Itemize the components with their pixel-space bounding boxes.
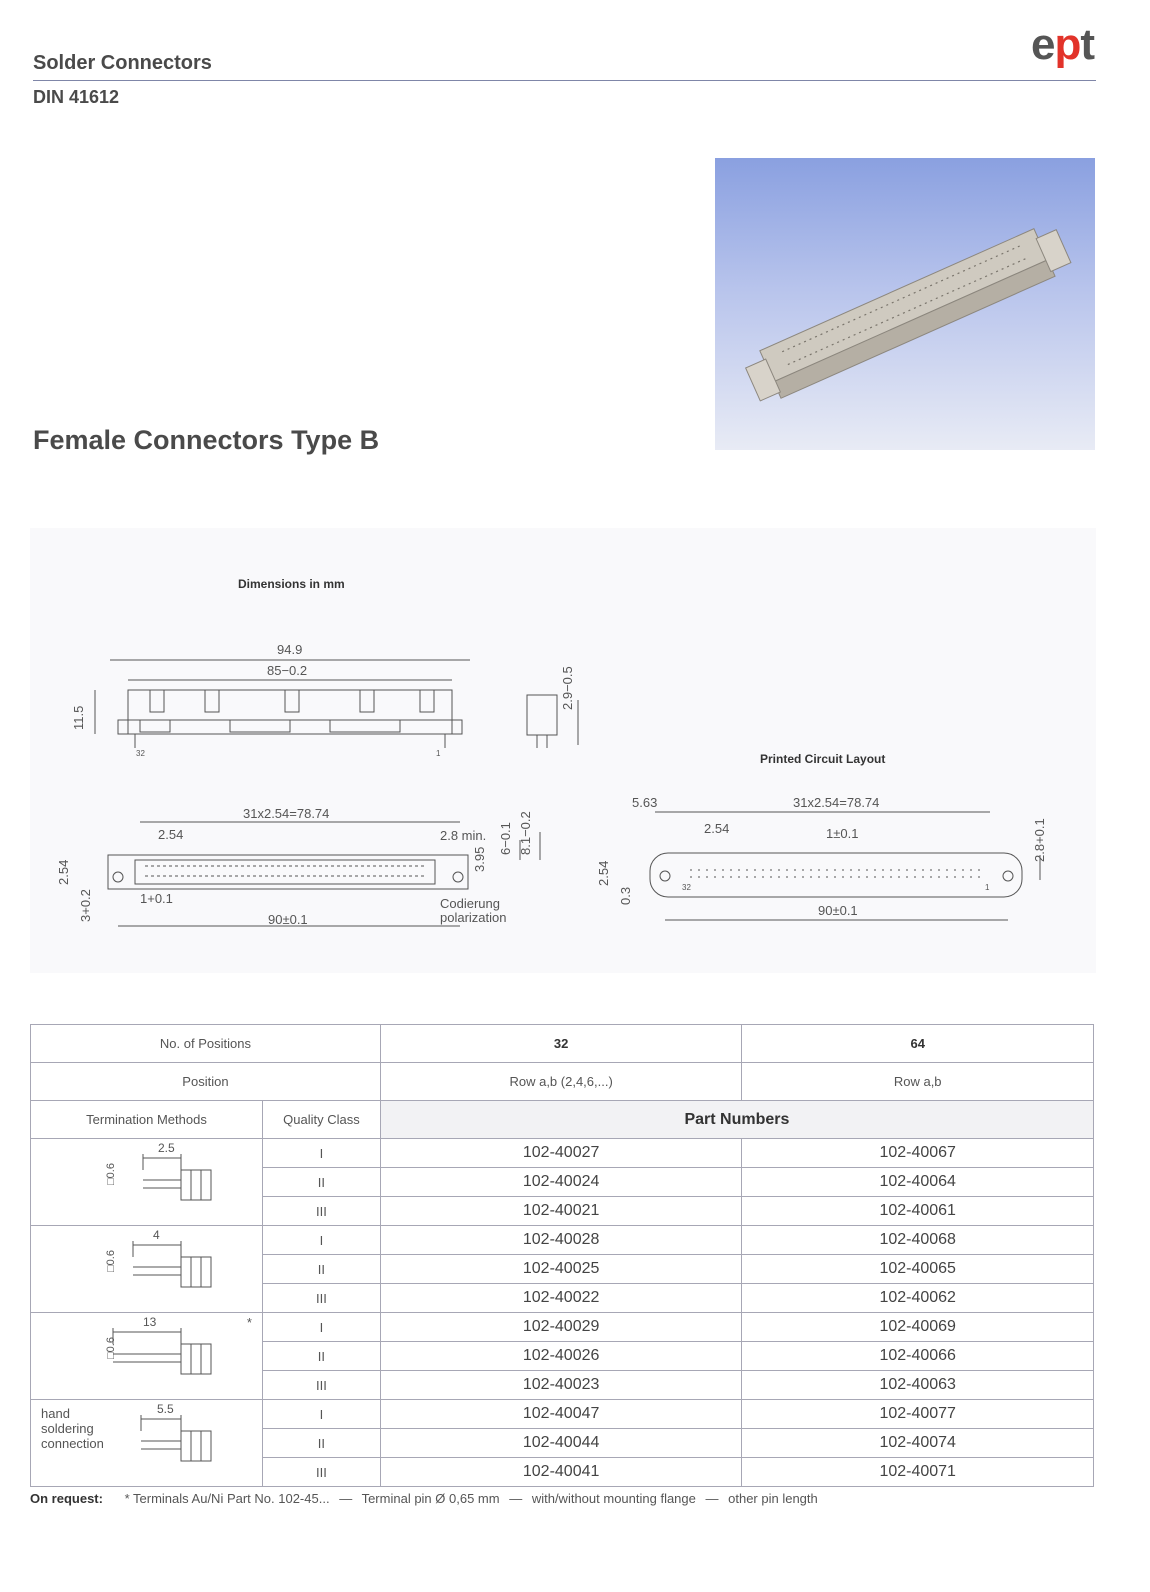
part-number-32: 102-40028 xyxy=(380,1226,742,1255)
quality-class: III xyxy=(262,1197,380,1226)
svg-text:5.63: 5.63 xyxy=(632,795,658,810)
quality-class: II xyxy=(262,1342,380,1371)
svg-text:85−0.2: 85−0.2 xyxy=(267,663,308,678)
termination-dimension: 13 xyxy=(143,1315,157,1329)
part-number-32: 102-40022 xyxy=(380,1284,742,1313)
part-number-64: 102-40062 xyxy=(742,1284,1094,1313)
pin-size: □0.6 xyxy=(105,1163,117,1185)
svg-text:2.8 min.: 2.8 min. xyxy=(440,828,487,843)
termination-drawing xyxy=(31,1400,263,1487)
part-number-64: 102-40065 xyxy=(742,1255,1094,1284)
svg-text:polarization: polarization xyxy=(440,910,507,925)
part-number-64: 102-40071 xyxy=(742,1458,1094,1487)
svg-text:1: 1 xyxy=(985,883,990,892)
svg-text:8.1−0.2: 8.1−0.2 xyxy=(518,811,533,855)
positions-64: 64 xyxy=(742,1025,1094,1063)
svg-text:1+0.1: 1+0.1 xyxy=(140,891,173,906)
svg-text:11.5: 11.5 xyxy=(71,705,86,730)
part-numbers-table xyxy=(30,1024,1094,1487)
part-number-32: 102-40023 xyxy=(380,1371,742,1400)
part-number-64: 102-40063 xyxy=(742,1371,1094,1400)
svg-text:2.54: 2.54 xyxy=(596,860,611,886)
ept-logo: ept xyxy=(1030,20,1094,69)
positions-label: No. of Positions xyxy=(31,1025,381,1063)
part-number-32: 102-40024 xyxy=(380,1168,742,1197)
table-row xyxy=(31,1139,1094,1168)
quality-class: I xyxy=(262,1313,380,1342)
table-row xyxy=(31,1313,1094,1342)
svg-text:1: 1 xyxy=(436,749,441,758)
part-number-32: 102-40026 xyxy=(380,1342,742,1371)
termination-dimension: 5.5 xyxy=(157,1402,174,1416)
table-row xyxy=(31,1226,1094,1255)
svg-text:3.95: 3.95 xyxy=(472,846,487,872)
svg-text:1±0.1: 1±0.1 xyxy=(826,826,859,841)
pin-size: □0.6 xyxy=(105,1250,117,1272)
position-32: Row a,b (2,4,6,...) xyxy=(380,1063,742,1101)
dimensions-label: Dimensions in mm xyxy=(238,577,345,591)
termination-dimension: 4 xyxy=(153,1228,160,1242)
svg-text:Codierung: Codierung xyxy=(440,896,500,911)
part-number-64: 102-40066 xyxy=(742,1342,1094,1371)
svg-text:32: 32 xyxy=(682,883,691,892)
part-number-32: 102-40044 xyxy=(380,1429,742,1458)
termination-drawing xyxy=(31,1139,263,1226)
position-label: Position xyxy=(31,1063,381,1101)
part-number-32: 102-40047 xyxy=(380,1400,742,1429)
svg-text:3+0.2: 3+0.2 xyxy=(78,889,93,922)
part-number-32: 102-40025 xyxy=(380,1255,742,1284)
svg-text:6−0.1: 6−0.1 xyxy=(498,822,513,855)
part-number-64: 102-40061 xyxy=(742,1197,1094,1226)
positions-32: 32 xyxy=(380,1025,742,1063)
part-number-64: 102-40064 xyxy=(742,1168,1094,1197)
part-number-64: 102-40068 xyxy=(742,1226,1094,1255)
svg-text:2.9−0.5: 2.9−0.5 xyxy=(560,666,575,710)
part-number-64: 102-40074 xyxy=(742,1429,1094,1458)
part-number-64: 102-40067 xyxy=(742,1139,1094,1168)
table-row xyxy=(31,1400,1094,1429)
quality-class: III xyxy=(262,1284,380,1313)
svg-text:2.54: 2.54 xyxy=(158,827,184,842)
termination-drawing xyxy=(31,1313,263,1400)
quality-class: II xyxy=(262,1429,380,1458)
svg-text:94.9: 94.9 xyxy=(277,642,303,657)
svg-text:90±0.1: 90±0.1 xyxy=(818,903,858,918)
part-number-64: 102-40077 xyxy=(742,1400,1094,1429)
quality-class: III xyxy=(262,1458,380,1487)
part-number-32: 102-40021 xyxy=(380,1197,742,1226)
page-subtitle: DIN 41612 xyxy=(33,87,120,107)
svg-text:32: 32 xyxy=(136,749,145,758)
quality-class: III xyxy=(262,1371,380,1400)
pcb-layout-label: Printed Circuit Layout xyxy=(760,752,886,766)
svg-text:0.3: 0.3 xyxy=(618,886,633,905)
svg-text:2.8+0.1: 2.8+0.1 xyxy=(1032,818,1047,862)
termination-drawing xyxy=(31,1226,263,1313)
svg-text:2.54: 2.54 xyxy=(704,821,730,836)
termination-label: Termination Methods xyxy=(31,1101,263,1139)
position-64: Row a,b xyxy=(742,1063,1094,1101)
part-number-32: 102-40041 xyxy=(380,1458,742,1487)
part-numbers-label: Part Numbers xyxy=(380,1101,1093,1139)
page-title: Solder Connectors xyxy=(33,52,212,74)
termination-note: hand soldering connection xyxy=(41,1406,104,1451)
section-title: Female Connectors Type B xyxy=(33,425,380,455)
asterisk-note: * xyxy=(246,1315,252,1330)
svg-text:2.54: 2.54 xyxy=(56,859,71,885)
quality-class: II xyxy=(262,1168,380,1197)
part-number-64: 102-40069 xyxy=(742,1313,1094,1342)
svg-text:31x2.54=78.74: 31x2.54=78.74 xyxy=(793,795,880,810)
termination-dimension: 2.5 xyxy=(158,1141,175,1155)
footer-label: On request: xyxy=(30,1491,103,1506)
part-number-32: 102-40029 xyxy=(380,1313,742,1342)
quality-class: I xyxy=(262,1226,380,1255)
footer-note: On request: * Terminals Au/Ni Part No. 102-45... — Terminal pin Ø 0,65 mm — with/without mounting flange — other pin length xyxy=(30,1491,818,1506)
quality-class: II xyxy=(262,1255,380,1284)
quality-class: I xyxy=(262,1139,380,1168)
quality-label: Quality Class xyxy=(262,1101,380,1139)
svg-text:31x2.54=78.74: 31x2.54=78.74 xyxy=(243,806,330,821)
quality-class: I xyxy=(262,1400,380,1429)
svg-text:90±0.1: 90±0.1 xyxy=(268,912,308,927)
part-number-32: 102-40027 xyxy=(380,1139,742,1168)
pin-size: □0.6 xyxy=(105,1337,117,1359)
